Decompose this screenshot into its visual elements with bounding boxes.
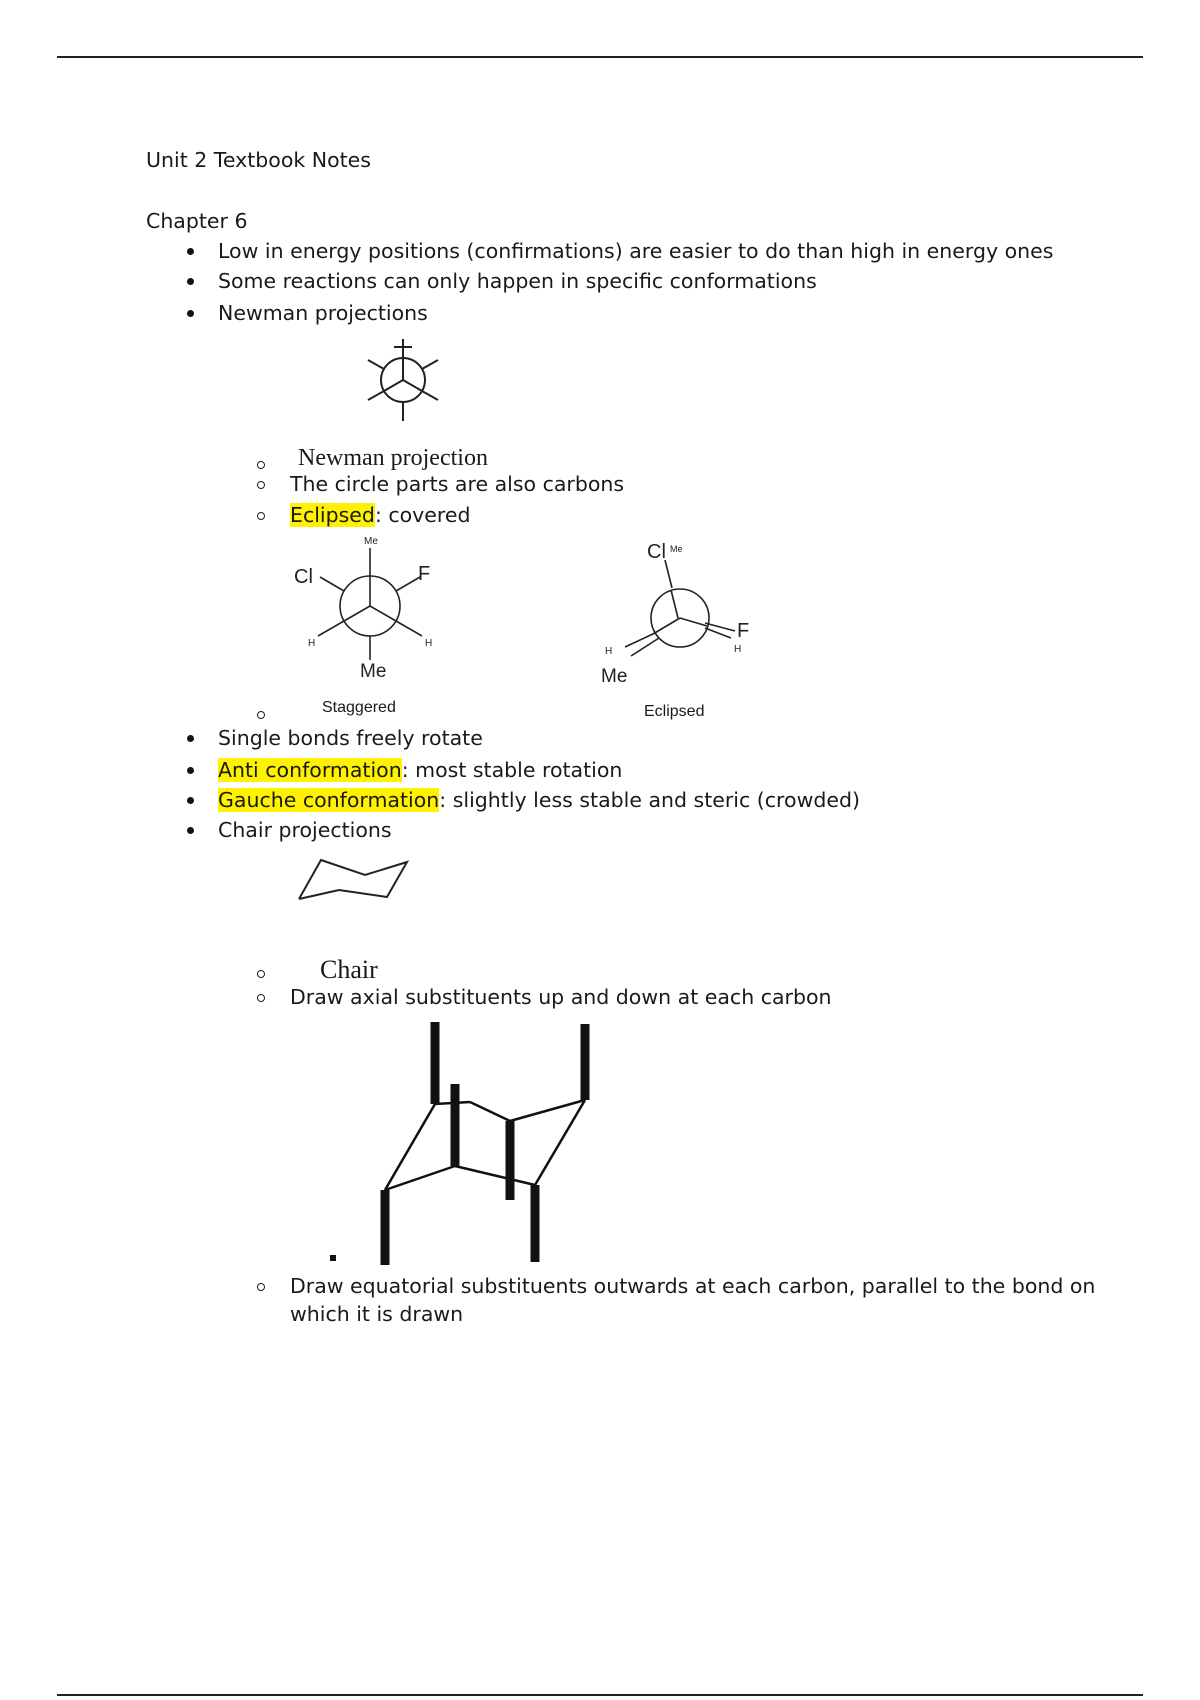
bullet-marker xyxy=(187,767,194,774)
axial-chair-figure xyxy=(375,1020,605,1270)
equatorial-instruction-line1: Draw equatorial substituents outwards at each carbon, parallel to the bond on xyxy=(290,1274,1096,1298)
anti-term: Anti conformation xyxy=(218,758,402,782)
sub-bullet-marker xyxy=(257,994,265,1002)
bullet-rotate: Single bonds freely rotate xyxy=(218,726,483,750)
staggered-top-label: Me xyxy=(364,536,378,547)
eclipsed-top-left-label: Cl xyxy=(647,541,666,563)
staggered-label: Staggered xyxy=(322,699,396,716)
staggered-bottom-label: Me xyxy=(360,661,387,682)
doc-title: Unit 2 Textbook Notes xyxy=(146,148,371,172)
sub-bullet-marker xyxy=(257,970,265,978)
bullet-chair: Chair projections xyxy=(218,818,392,842)
sub-bullet-marker xyxy=(257,1283,265,1291)
staggered-right-label: F xyxy=(418,563,431,585)
eclipsed-top-small-label: Me xyxy=(670,544,683,554)
bullet-energy: Low in energy positions (confirmations) are easier to do than high in energy ones xyxy=(218,239,1054,263)
bottom-rule xyxy=(57,1694,1143,1696)
eclipsed-bottom-left-label: Me xyxy=(601,666,628,687)
gauche-term: Gauche conformation xyxy=(218,788,440,812)
staggered-newman-figure xyxy=(280,530,460,710)
eclipsed-term: Eclipsed xyxy=(290,503,375,527)
staggered-left-label: Cl xyxy=(294,566,313,588)
eclipsed-left-small-label: H xyxy=(605,646,613,657)
bullet-marker xyxy=(187,735,194,742)
equatorial-instruction-line2: which it is drawn xyxy=(290,1302,464,1326)
anti-def: : most stable rotation xyxy=(401,758,623,782)
eclipsed-right-label: F xyxy=(737,620,750,642)
eclipsed-definition xyxy=(290,503,471,527)
bullet-marker xyxy=(187,797,194,804)
newman-projection-figure xyxy=(358,335,448,425)
eclipsed-def: : covered xyxy=(374,503,471,527)
bullet-reactions: Some reactions can only happen in specific conformations xyxy=(218,269,817,293)
eclipsed-newman-figure xyxy=(595,530,775,710)
bullet-gauche xyxy=(218,788,860,812)
gauche-def: : slightly less stable and steric (crowded) xyxy=(439,788,860,812)
eclipsed-right-small-label: H xyxy=(734,644,742,655)
newman-sub-circle: The circle parts are also carbons xyxy=(290,472,625,496)
eclipsed-label: Eclipsed xyxy=(644,703,705,720)
sub-bullet-marker xyxy=(257,461,265,469)
sub-bullet-marker xyxy=(257,512,265,520)
tertiary-bullet-marker xyxy=(330,1255,336,1261)
chair-caption: Chair xyxy=(320,955,378,984)
chapter-heading: Chapter 6 xyxy=(146,209,248,233)
staggered-bottom-right-label: H xyxy=(425,638,433,649)
bullet-marker xyxy=(187,827,194,834)
bullet-anti xyxy=(218,758,622,782)
bullet-marker xyxy=(187,278,194,285)
staggered-bottom-left-label: H xyxy=(308,638,316,649)
sub-bullet-marker xyxy=(257,481,265,489)
sub-bullet-marker xyxy=(257,711,265,719)
bullet-marker xyxy=(187,310,194,317)
newman-caption: Newman projection xyxy=(298,445,488,471)
chair-figure xyxy=(295,857,415,907)
bullet-newman: Newman projections xyxy=(218,301,428,325)
bullet-marker xyxy=(187,248,194,255)
top-rule xyxy=(57,56,1143,58)
axial-instruction: Draw axial substituents up and down at each carbon xyxy=(290,985,832,1009)
